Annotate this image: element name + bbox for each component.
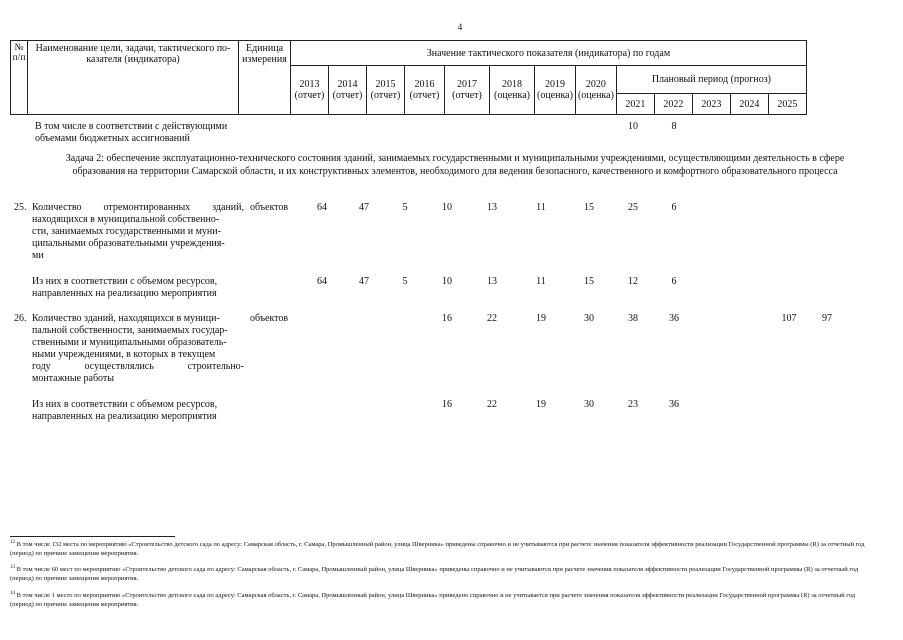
header-year-2020: 2020 (оценка)	[575, 66, 616, 115]
row-25-sub-name: Из них в соответствии с объемом ресурсов, направленных на реализацию мероприятия	[32, 276, 218, 299]
header-planned-2024: 2024	[730, 94, 768, 115]
row-26-sub-value-2019: 30	[584, 399, 594, 410]
row-26-name: Количество зданий, находящихся в муници- пальной собственности, занимаемых государ- ственными и муниципальными образователь- ными учреждениями, в которых в текущем году осуществлялись строительно- монтажные работы	[32, 313, 244, 384]
row-26-value-2016: 16	[442, 313, 452, 324]
header-num: № п/п	[11, 41, 28, 115]
row-25-sub-value-2016: 10	[442, 276, 452, 287]
row-25-value-2018: 11	[536, 202, 546, 213]
header-year-2015: 2015 (отчет)	[367, 66, 405, 115]
row-25-value-2015: 5	[402, 202, 408, 213]
row-25-value-2021: 6	[671, 202, 677, 213]
row-26-value-2017: 22	[487, 313, 497, 324]
header-year-2018: 2018 (оценка)	[490, 66, 535, 115]
row-26-value-2024: 107	[781, 313, 797, 324]
header-year-2013: 2013 (отчет)	[291, 66, 329, 115]
row-26-value-2021: 36	[669, 313, 679, 324]
header-year-2016: 2016 (отчет)	[405, 66, 445, 115]
row-25-sub-value-2017: 13	[487, 276, 497, 287]
row-26-sub-name: Из них в соответствии с объемом ресурсов, направленных на реализацию мероприятия	[32, 399, 218, 422]
row-26-unit: объектов	[250, 313, 289, 324]
footnote-separator	[10, 536, 175, 537]
header-planned-2023: 2023	[692, 94, 730, 115]
row-budget-2020: 10	[628, 121, 638, 132]
row-26-value-2020: 38	[628, 313, 638, 324]
header-unit: Единица измерения	[239, 41, 291, 115]
row-26-value-2018: 19	[536, 313, 546, 324]
row-26-sub-value-2016: 16	[442, 399, 452, 410]
row-25-sub-value-2019: 15	[584, 276, 594, 287]
header-year-2017: 2017 (отчет)	[445, 66, 490, 115]
row-25-unit: объектов	[250, 202, 289, 213]
header-planned-2021: 2021	[616, 94, 654, 115]
row-25-value-2014: 47	[359, 202, 369, 213]
row-26-sub-value-2021: 36	[669, 399, 679, 410]
footnote-12: $^{12}$ В том числе 132 места по мероприятию «Строительство детского сада по адресу: Самарская область, г. Самара, Промышленный район, улица Шверника» приведены справочно и не учитываются при расчете значения показателя эффективности реализации Государственной программы (R) за отчетный год (период) по причине замещения мероприятия.	[10, 540, 865, 558]
footnote-14: $^{14}$ В том числе 1 место по мероприятию «Строительство детского сада по адресу: Самарская область, г. Самара, Промышленный район, улица Шверника» приведено справочно и не учитывается при расчете значения показателя эффективности реализации Государственной программы (R) за отчетный год (период) по причине замещения мероприятия.	[10, 591, 856, 609]
row-25-number: 25.	[14, 202, 27, 213]
row-26-sub-value-2017: 22	[487, 399, 497, 410]
row-25-sub-value-2020: 12	[628, 276, 638, 287]
row-25-value-2019: 15	[584, 202, 594, 213]
row-25-sub-value-2021: 6	[671, 276, 677, 287]
row-25-value-2020: 25	[628, 202, 638, 213]
header-table	[10, 40, 807, 115]
header-name: Наименование цели, задачи, тактического по-казателя (индикатора)	[28, 41, 239, 115]
header-year-2014: 2014 (отчет)	[329, 66, 367, 115]
row-25-sub-value-2015: 5	[402, 276, 408, 287]
header-planned-2022: 2022	[654, 94, 692, 115]
row-25-name: Количество отремонтированных зданий, находящихся в муниципальной собственно- сти, занимаемых государственными и муни- ципальными образовательными учреждения- ми	[32, 202, 244, 261]
header-year-2019: 2019 (оценка)	[535, 66, 576, 115]
row-26-sub-value-2018: 19	[536, 399, 546, 410]
row-25-value-2013: 64	[317, 202, 327, 213]
row-25-sub-value-2014: 47	[359, 276, 369, 287]
row-25-value-2016: 10	[442, 202, 452, 213]
footnote-13: $^{13}$ В том числе 60 мест по мероприятию «Строительство детского сада по адресу: Самарская область, г. Самара, Промышленный район, улица Шверника» приведены справочно и не учитываются при расчете значения показателя эффективности реализации Государственной программы (R) за отчетный год (период) по причине замещения мероприятия.	[10, 565, 859, 583]
row-26-value-2025: 97	[822, 313, 832, 324]
row-25-sub-value-2018: 11	[536, 276, 546, 287]
page-number: 4	[457, 22, 463, 32]
row-25-sub-value-2013: 64	[317, 276, 327, 287]
row-26-sub-value-2020: 23	[628, 399, 638, 410]
row-budget-name: В том числе в соответствии с действующими объемами бюджетных ассигнований	[35, 121, 228, 144]
row-26-number: 26.	[14, 313, 27, 324]
header-group: Значение тактического показателя (индикатора) по годам	[291, 41, 807, 66]
row-budget-2021: 8	[671, 121, 677, 132]
row-25-value-2017: 13	[487, 202, 497, 213]
task-2-heading: Задача 2: обеспечение эксплуатационно-технического состояния зданий, занимаемых государственными и муниципальными учреждениями, осуществляющими деятельность в сфере образования на территории Самарской области, и их конструктивных элементов, необходимого для ведения безопасного, качественного и комфортного образовательного процесса	[65, 153, 845, 177]
header-planned: Плановый период (прогноз)	[616, 66, 806, 94]
header-planned-2025: 2025	[768, 94, 806, 115]
row-26-value-2019: 30	[584, 313, 594, 324]
